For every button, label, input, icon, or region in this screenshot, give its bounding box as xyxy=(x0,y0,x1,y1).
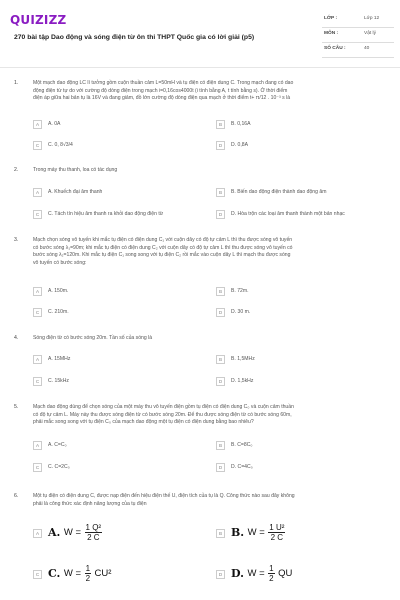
question-text xyxy=(33,167,393,175)
option-c[interactable] xyxy=(33,141,211,151)
option-letter-box[interactable]: B xyxy=(216,120,225,129)
formula-fraction xyxy=(268,564,274,583)
option-d[interactable] xyxy=(216,463,394,473)
option-letter-box[interactable]: C xyxy=(33,463,42,472)
meta-grade xyxy=(324,16,392,26)
option-letter-box[interactable]: A xyxy=(33,287,42,296)
option-d[interactable] xyxy=(216,377,394,387)
question-line: điện áp giữa hai bản tụ là 16V và đang giảm, đồ lớn cường độ dòng điện qua mạch ở thời điểm t+ π/12 . 10⁻³ s là xyxy=(33,95,291,101)
meta-divider xyxy=(322,57,394,58)
question-line: phải là công thức xác định năng lượng của tụ điện xyxy=(33,500,147,507)
question-text xyxy=(33,493,393,508)
fraction-numerator: 1 xyxy=(85,564,91,573)
formula-lhs: W = xyxy=(63,527,82,538)
option-letter-box[interactable]: C xyxy=(33,308,42,317)
option-text: B. 1,5MHz xyxy=(231,356,255,362)
option-letter-box[interactable]: A xyxy=(33,441,42,450)
fraction-denominator: 2 xyxy=(269,574,274,583)
question-number: 3. xyxy=(14,237,19,243)
option-a[interactable] xyxy=(33,441,211,451)
option-formula xyxy=(48,523,102,542)
question-line: Trong máy thu thanh, loa có tác dụng xyxy=(33,167,118,173)
option-text: D. 1,5kHz xyxy=(231,378,254,384)
option-text: A. 0A xyxy=(48,121,61,127)
option-text: D. 0,8A xyxy=(231,142,248,148)
question-line: Một mạch dao động LC lí tưởng gồm cuộn thuần cảm L=50mH và tụ điện có điện dung C. Trong mạch đang có dao xyxy=(33,80,294,86)
quizizz-logo: QUIZIZZ xyxy=(10,13,67,27)
option-a[interactable] xyxy=(33,355,211,365)
question-number: 5. xyxy=(14,404,19,410)
question-line: vô tuyến có bước sóng: xyxy=(33,259,87,266)
question-line: phải mắc song song với tụ điện C₀ của mạch dao động một tụ điện có điện dung bằng bao nhiêu? xyxy=(33,419,254,425)
formula-lhs: W = xyxy=(63,568,82,579)
option-d[interactable] xyxy=(216,564,394,586)
fraction-numerator: 1 xyxy=(269,564,274,573)
formula-lhs: W = xyxy=(247,568,265,579)
question-number: 1. xyxy=(14,80,19,86)
formula-fraction xyxy=(85,523,103,542)
fraction-denominator: 2 C xyxy=(87,533,100,542)
option-a[interactable] xyxy=(33,287,211,297)
question-line: có độ tự cảm L. Máy này thu được sóng điện từ có bước sóng 20m. Để thu được sóng điện từ có bước sóng 60m, xyxy=(33,411,292,418)
option-b[interactable] xyxy=(216,120,394,130)
question-text xyxy=(33,80,393,103)
option-text: B. 0,16A xyxy=(231,121,251,127)
option-letter-box[interactable]: D xyxy=(216,570,225,579)
question-line: Sóng điện từ có bước sóng 20m. Tần số của sóng là xyxy=(33,335,153,341)
option-a[interactable] xyxy=(33,523,211,545)
meta-count-value: 40 xyxy=(364,46,370,51)
meta-grade-label: LỚP : xyxy=(324,16,338,21)
option-text: C. Tách tín hiệu âm thanh ra khỏi dao động điện từ xyxy=(48,211,164,217)
option-text: C. 0, 8√3/4 xyxy=(48,142,73,148)
option-letter-box[interactable]: C xyxy=(33,377,42,386)
meta-count-label: SỐ CÂU : xyxy=(324,46,346,51)
option-a[interactable] xyxy=(33,188,211,198)
question-line: có bước sóng λ₁=90m; khi mắc tụ điện có điện dung C₂ với cuộn dây có độ tự cảm L thì thu được sóng vô tuyến có xyxy=(33,244,293,251)
option-text: B. C=8C₀ xyxy=(231,442,253,448)
question-text xyxy=(33,404,393,427)
meta-grade-value: Lớp 12 xyxy=(364,16,380,21)
formula-fraction xyxy=(85,564,91,583)
option-d[interactable] xyxy=(216,210,394,220)
option-letter-box[interactable]: A xyxy=(33,355,42,364)
question-line: bước sóng λ₂=120m. Khi mắc tụ điện C₁ song song với tụ điện C₂ rồi mắc vào cuộn dây L thì mạch thu được sóng xyxy=(33,252,291,258)
option-label: A. xyxy=(48,526,61,539)
option-letter-box[interactable]: B xyxy=(216,188,225,197)
option-letter-box[interactable]: B xyxy=(216,441,225,450)
meta-count xyxy=(324,46,392,56)
option-text: A. 150m. xyxy=(48,288,69,294)
question-line: Một tụ điện có điện dung C, được nạp điện đến hiệu điện thế U, điện tích của tụ là Q. Công thức nào sau đây không xyxy=(33,493,295,499)
option-letter-box[interactable]: D xyxy=(216,308,225,317)
option-text: A. 15MHz xyxy=(48,356,71,362)
option-letter-box[interactable]: B xyxy=(216,355,225,364)
formula-lhs: W = xyxy=(247,527,265,538)
question-number: 6. xyxy=(14,493,19,499)
option-letter-box[interactable]: D xyxy=(216,210,225,219)
question-text xyxy=(33,237,393,267)
meta-subject-value: Vật lý xyxy=(364,31,376,36)
option-c[interactable] xyxy=(33,308,211,318)
option-c[interactable] xyxy=(33,564,211,586)
option-letter-box[interactable]: B xyxy=(216,287,225,296)
option-text: D. Hòa trộn các loại âm thanh thành một bản nhạc xyxy=(231,211,345,217)
option-d[interactable] xyxy=(216,308,394,318)
formula-fraction xyxy=(268,523,285,542)
option-d[interactable] xyxy=(216,141,394,151)
formula-tail: CU² xyxy=(94,568,112,579)
option-text: B. Biến dao động điện thành dao động âm xyxy=(231,189,327,195)
option-formula xyxy=(231,523,285,542)
meta-subject-label: MÔN : xyxy=(324,31,339,36)
option-text: B. 72m. xyxy=(231,288,249,294)
option-letter-box[interactable]: B xyxy=(216,529,225,538)
option-letter-box[interactable]: D xyxy=(216,463,225,472)
option-b[interactable] xyxy=(216,355,394,365)
option-letter-box[interactable]: A xyxy=(33,529,42,538)
fraction-denominator: 2 xyxy=(85,574,91,583)
header-divider xyxy=(0,67,400,68)
option-text: C. C=2C₀ xyxy=(48,464,70,470)
option-b[interactable] xyxy=(216,523,394,545)
option-a[interactable] xyxy=(33,120,211,130)
option-letter-box[interactable]: C xyxy=(33,570,42,579)
question-text xyxy=(33,335,393,343)
option-text: D. C=4C₀ xyxy=(231,464,253,470)
fraction-numerator: 1 Q² xyxy=(85,523,102,532)
option-b[interactable] xyxy=(216,287,394,297)
question-number: 2. xyxy=(14,167,19,173)
question-line: Mạch chọn sóng vô tuyến khi mắc tụ điện có điện dung C₁ với cuộn dây có độ tự cảm L thì thu được sóng vô tuyến xyxy=(33,237,293,243)
option-label: C. xyxy=(48,567,61,580)
fraction-numerator: 1 U² xyxy=(269,523,285,532)
meta-divider xyxy=(322,27,394,28)
option-b[interactable] xyxy=(216,441,394,451)
formula-tail: QU xyxy=(278,568,293,579)
meta-divider xyxy=(322,42,394,43)
option-label: D. xyxy=(231,567,244,580)
option-letter-box[interactable]: C xyxy=(33,141,42,150)
question-line: Mạch dao động dùng để chọn sóng của một máy thu vô tuyến điện gồm tụ điện có điện dung C₀ và cuộn cảm thuần xyxy=(33,404,294,410)
meta-subject xyxy=(324,31,392,41)
option-c[interactable] xyxy=(33,210,211,220)
option-text: C. 15kHz xyxy=(48,378,69,384)
fraction-denominator: 2 C xyxy=(270,533,284,542)
option-letter-box[interactable]: A xyxy=(33,188,42,197)
option-text: A. C=C₀ xyxy=(48,442,67,448)
option-text: A. Khuếch đại âm thanh xyxy=(48,189,103,195)
option-text: C. 210m. xyxy=(48,309,69,315)
option-label: B. xyxy=(231,526,245,539)
option-letter-box[interactable]: D xyxy=(216,141,225,150)
option-c[interactable] xyxy=(33,463,211,473)
option-formula xyxy=(48,564,111,583)
question-line: động điện từ tự do với cường độ dòng điện trong mạch i=0,16cos4000t (i tính bằng A, t tính bằng s). Ở thời điểm xyxy=(33,87,288,94)
worksheet-title: 270 bài tập Dao động và sóng điện từ ôn thi THPT Quốc gia có lời giải (p5) xyxy=(14,34,255,41)
worksheet-header xyxy=(0,0,400,66)
option-letter-box[interactable]: D xyxy=(216,377,225,386)
option-c[interactable] xyxy=(33,377,211,387)
option-formula xyxy=(231,564,292,583)
question-number: 4. xyxy=(14,335,19,341)
option-letter-box[interactable]: A xyxy=(33,120,42,129)
option-b[interactable] xyxy=(216,188,394,198)
option-letter-box[interactable]: C xyxy=(33,210,42,219)
option-text: D. 30 m. xyxy=(231,309,251,315)
